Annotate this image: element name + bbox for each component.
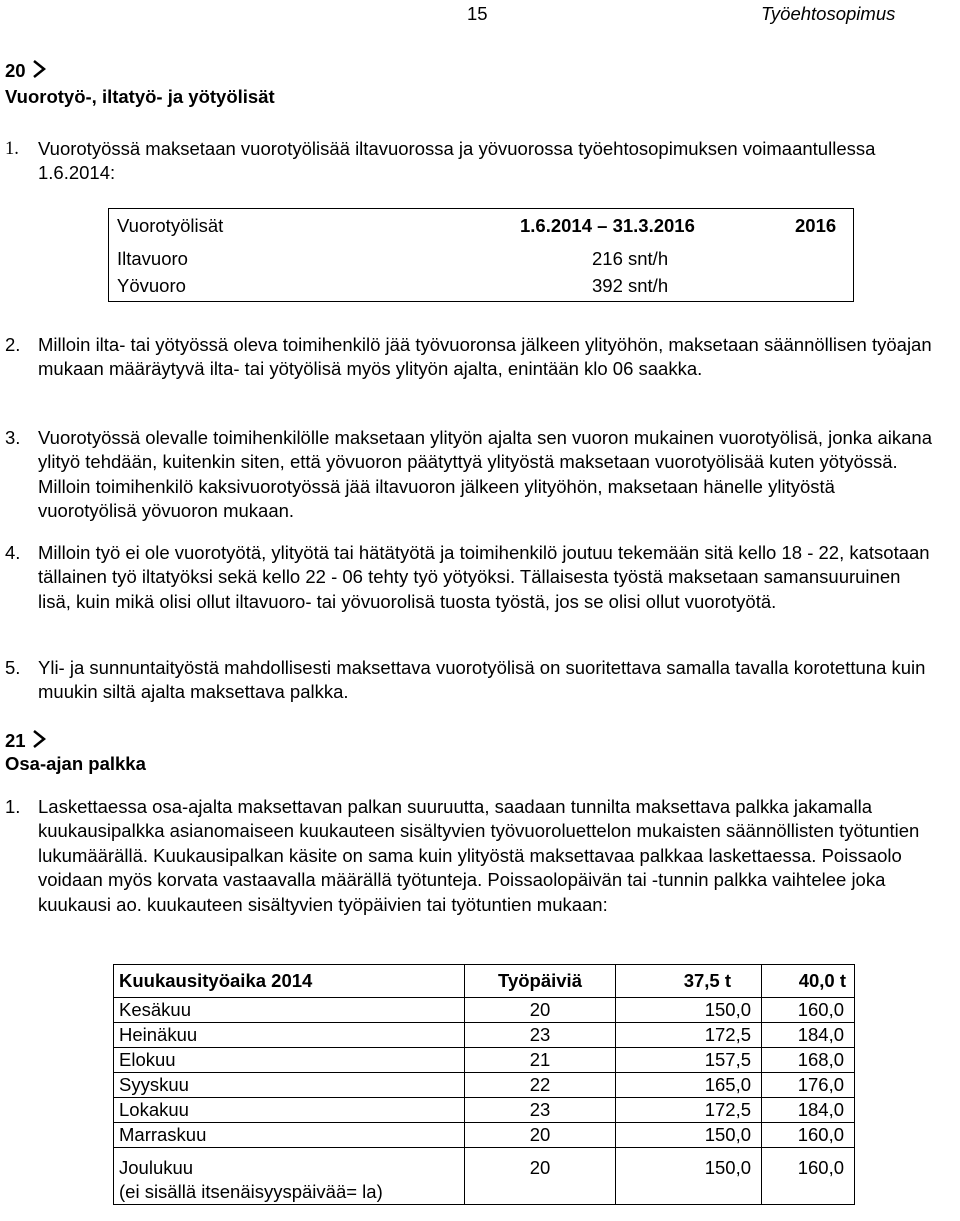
month-cell: Kesäkuu — [114, 998, 465, 1023]
section-20-heading — [5, 58, 46, 83]
table-row — [114, 1148, 855, 1205]
month-name: Joulukuu — [119, 1157, 194, 1178]
table-row — [114, 1023, 855, 1048]
shift-row-label: Iltavuoro — [117, 248, 188, 269]
section-20-title: Vuorotyö-, iltatyö- ja yötyölisät — [5, 86, 275, 107]
shift-table-header-2016: 2016 — [795, 215, 837, 236]
section-sign-icon — [32, 58, 46, 80]
section-number: 21 — [5, 730, 26, 751]
hours-375-cell: 172,5 — [616, 1023, 762, 1048]
monthly-working-time-table — [113, 964, 855, 1205]
month-cell — [114, 1148, 465, 1205]
hours-40-cell: 184,0 — [762, 1098, 855, 1123]
hours-40-cell: 160,0 — [762, 998, 855, 1023]
section-21-title: Osa-ajan palkka — [5, 753, 146, 774]
section-21-heading — [5, 728, 46, 753]
table-row — [114, 1048, 855, 1073]
hours-375-cell: 150,0 — [616, 1123, 762, 1148]
section-sign-icon — [32, 728, 46, 750]
month-cell: Lokakuu — [114, 1098, 465, 1123]
paragraph-3: Vuorotyössä olevalle toimihenkilölle maksetaan ylityön ajalta sen vuoron mukainen vuorotyölisä, jonka aikana ylityö tehdään, kuitenkin siten, että yövuoron päätyttyä ylityöstä maksetaan vuorotyölisää kuten yötyössä. Milloin toimihenkilö kaksivuorotyössä jää iltavuoron jälkeen ylityöhön, maksetaan hänelle ylityöstä vuorotyölisä yövuoron mukaan. — [38, 427, 932, 522]
hours-40-cell: 160,0 — [762, 1148, 855, 1205]
table-header-cell: Kuukausityöaika 2014 — [114, 965, 465, 998]
hours-375-cell: 150,0 — [616, 1148, 762, 1205]
paragraph-5: Yli- ja sunnuntaityöstä mahdollisesti maksettava vuorotyölisä on suoritettava samalla tavalla korotettuna kuin muukin siltä ajalta maksettava palkka. — [38, 657, 926, 703]
shift-table-header-label: Vuorotyölisät — [117, 215, 224, 236]
paragraph-2: Milloin ilta- tai yötyössä oleva toimihenkilö jää työvuoronsa jälkeen ylityöhön, maksetaan säännöllisen työajan mukaan määräytyvä ilta- tai yötyölisä myös ylityön ajalta, enintään klo 06 saakka. — [38, 334, 932, 380]
month-note: (ei sisällä itsenäisyyspäivää= la) — [119, 1181, 383, 1202]
month-cell: Heinäkuu — [114, 1023, 465, 1048]
month-cell: Elokuu — [114, 1048, 465, 1073]
table-row — [114, 998, 855, 1023]
month-cell: Marraskuu — [114, 1123, 465, 1148]
days-cell: 20 — [465, 998, 616, 1023]
paragraph-number: 5. — [5, 657, 21, 678]
days-cell: 23 — [465, 1098, 616, 1123]
table-header-cell: Työpäiviä — [465, 965, 616, 998]
hours-375-cell: 165,0 — [616, 1073, 762, 1098]
days-cell: 22 — [465, 1073, 616, 1098]
section-number: 20 — [5, 60, 26, 81]
table-row — [114, 1123, 855, 1148]
paragraph-number: 1. — [5, 139, 19, 159]
paragraph-21-1: Laskettaessa osa-ajalta maksettavan palkan suuruutta, saadaan tunnilta maksettava palkka jakamalla kuukausipalkka asianomaiseen kuukauteen sisältyvien työvuoroluettelon mukaisten säännöllisten työtuntien lukumäärällä. Kuukausipalkan käsite on sama kuin ylityöstä maksettavaa palkkaa laskettaessa. Poissaolo voidaan myös korvata vastaavalla määrällä työtunteja. Poissaolopäivän tai -tunnin palkka vaihtelee joka kuukausi ao. kuukauteen sisältyvien työpäivien tai työtuntien mukaan: — [38, 796, 920, 915]
days-cell: 23 — [465, 1023, 616, 1048]
shift-row-value: 392 snt/h — [592, 275, 669, 296]
paragraph-number: 3. — [5, 427, 21, 448]
shift-row-value: 216 snt/h — [592, 248, 669, 269]
shift-table-header-period: 1.6.2014 – 31.3.2016 — [520, 215, 695, 236]
table-header-cell: 37,5 t — [616, 965, 762, 998]
document-title: Työehtosopimus — [761, 3, 896, 24]
table-header-row — [114, 965, 855, 998]
days-cell: 20 — [465, 1123, 616, 1148]
page-number: 15 — [467, 3, 488, 24]
hours-40-cell: 168,0 — [762, 1048, 855, 1073]
hours-40-cell: 184,0 — [762, 1023, 855, 1048]
table-row — [114, 1073, 855, 1098]
paragraph-number: 4. — [5, 542, 21, 563]
paragraph-1: Vuorotyössä maksetaan vuorotyölisää iltavuorossa ja yövuorossa työehtosopimuksen voimaantullessa 1.6.2014: — [38, 138, 876, 184]
hours-375-cell: 172,5 — [616, 1098, 762, 1123]
days-cell: 21 — [465, 1048, 616, 1073]
hours-40-cell: 176,0 — [762, 1073, 855, 1098]
hours-375-cell: 157,5 — [616, 1048, 762, 1073]
month-cell: Syyskuu — [114, 1073, 465, 1098]
paragraph-4: Milloin työ ei ole vuorotyötä, ylityötä tai hätätyötä ja toimihenkilö joutuu tekemään sitä kello 18 - 22, katsotaan tällainen työ iltatyöksi sekä kello 22 - 06 tehty työ yötyöksi. Tällaisesta työstä maksetaan samansuuruinen lisä, kuin mikä olisi ollut iltavuoro- tai yövuorolisä tuosta työstä, jos se olisi ollut vuorotyötä. — [38, 542, 930, 612]
paragraph-number: 2. — [5, 334, 21, 355]
table-header-cell: 40,0 t — [762, 965, 855, 998]
paragraph-number: 1. — [5, 796, 21, 817]
hours-40-cell: 160,0 — [762, 1123, 855, 1148]
shift-row-label: Yövuoro — [117, 275, 186, 296]
days-cell: 20 — [465, 1148, 616, 1205]
hours-375-cell: 150,0 — [616, 998, 762, 1023]
table-row — [114, 1098, 855, 1123]
